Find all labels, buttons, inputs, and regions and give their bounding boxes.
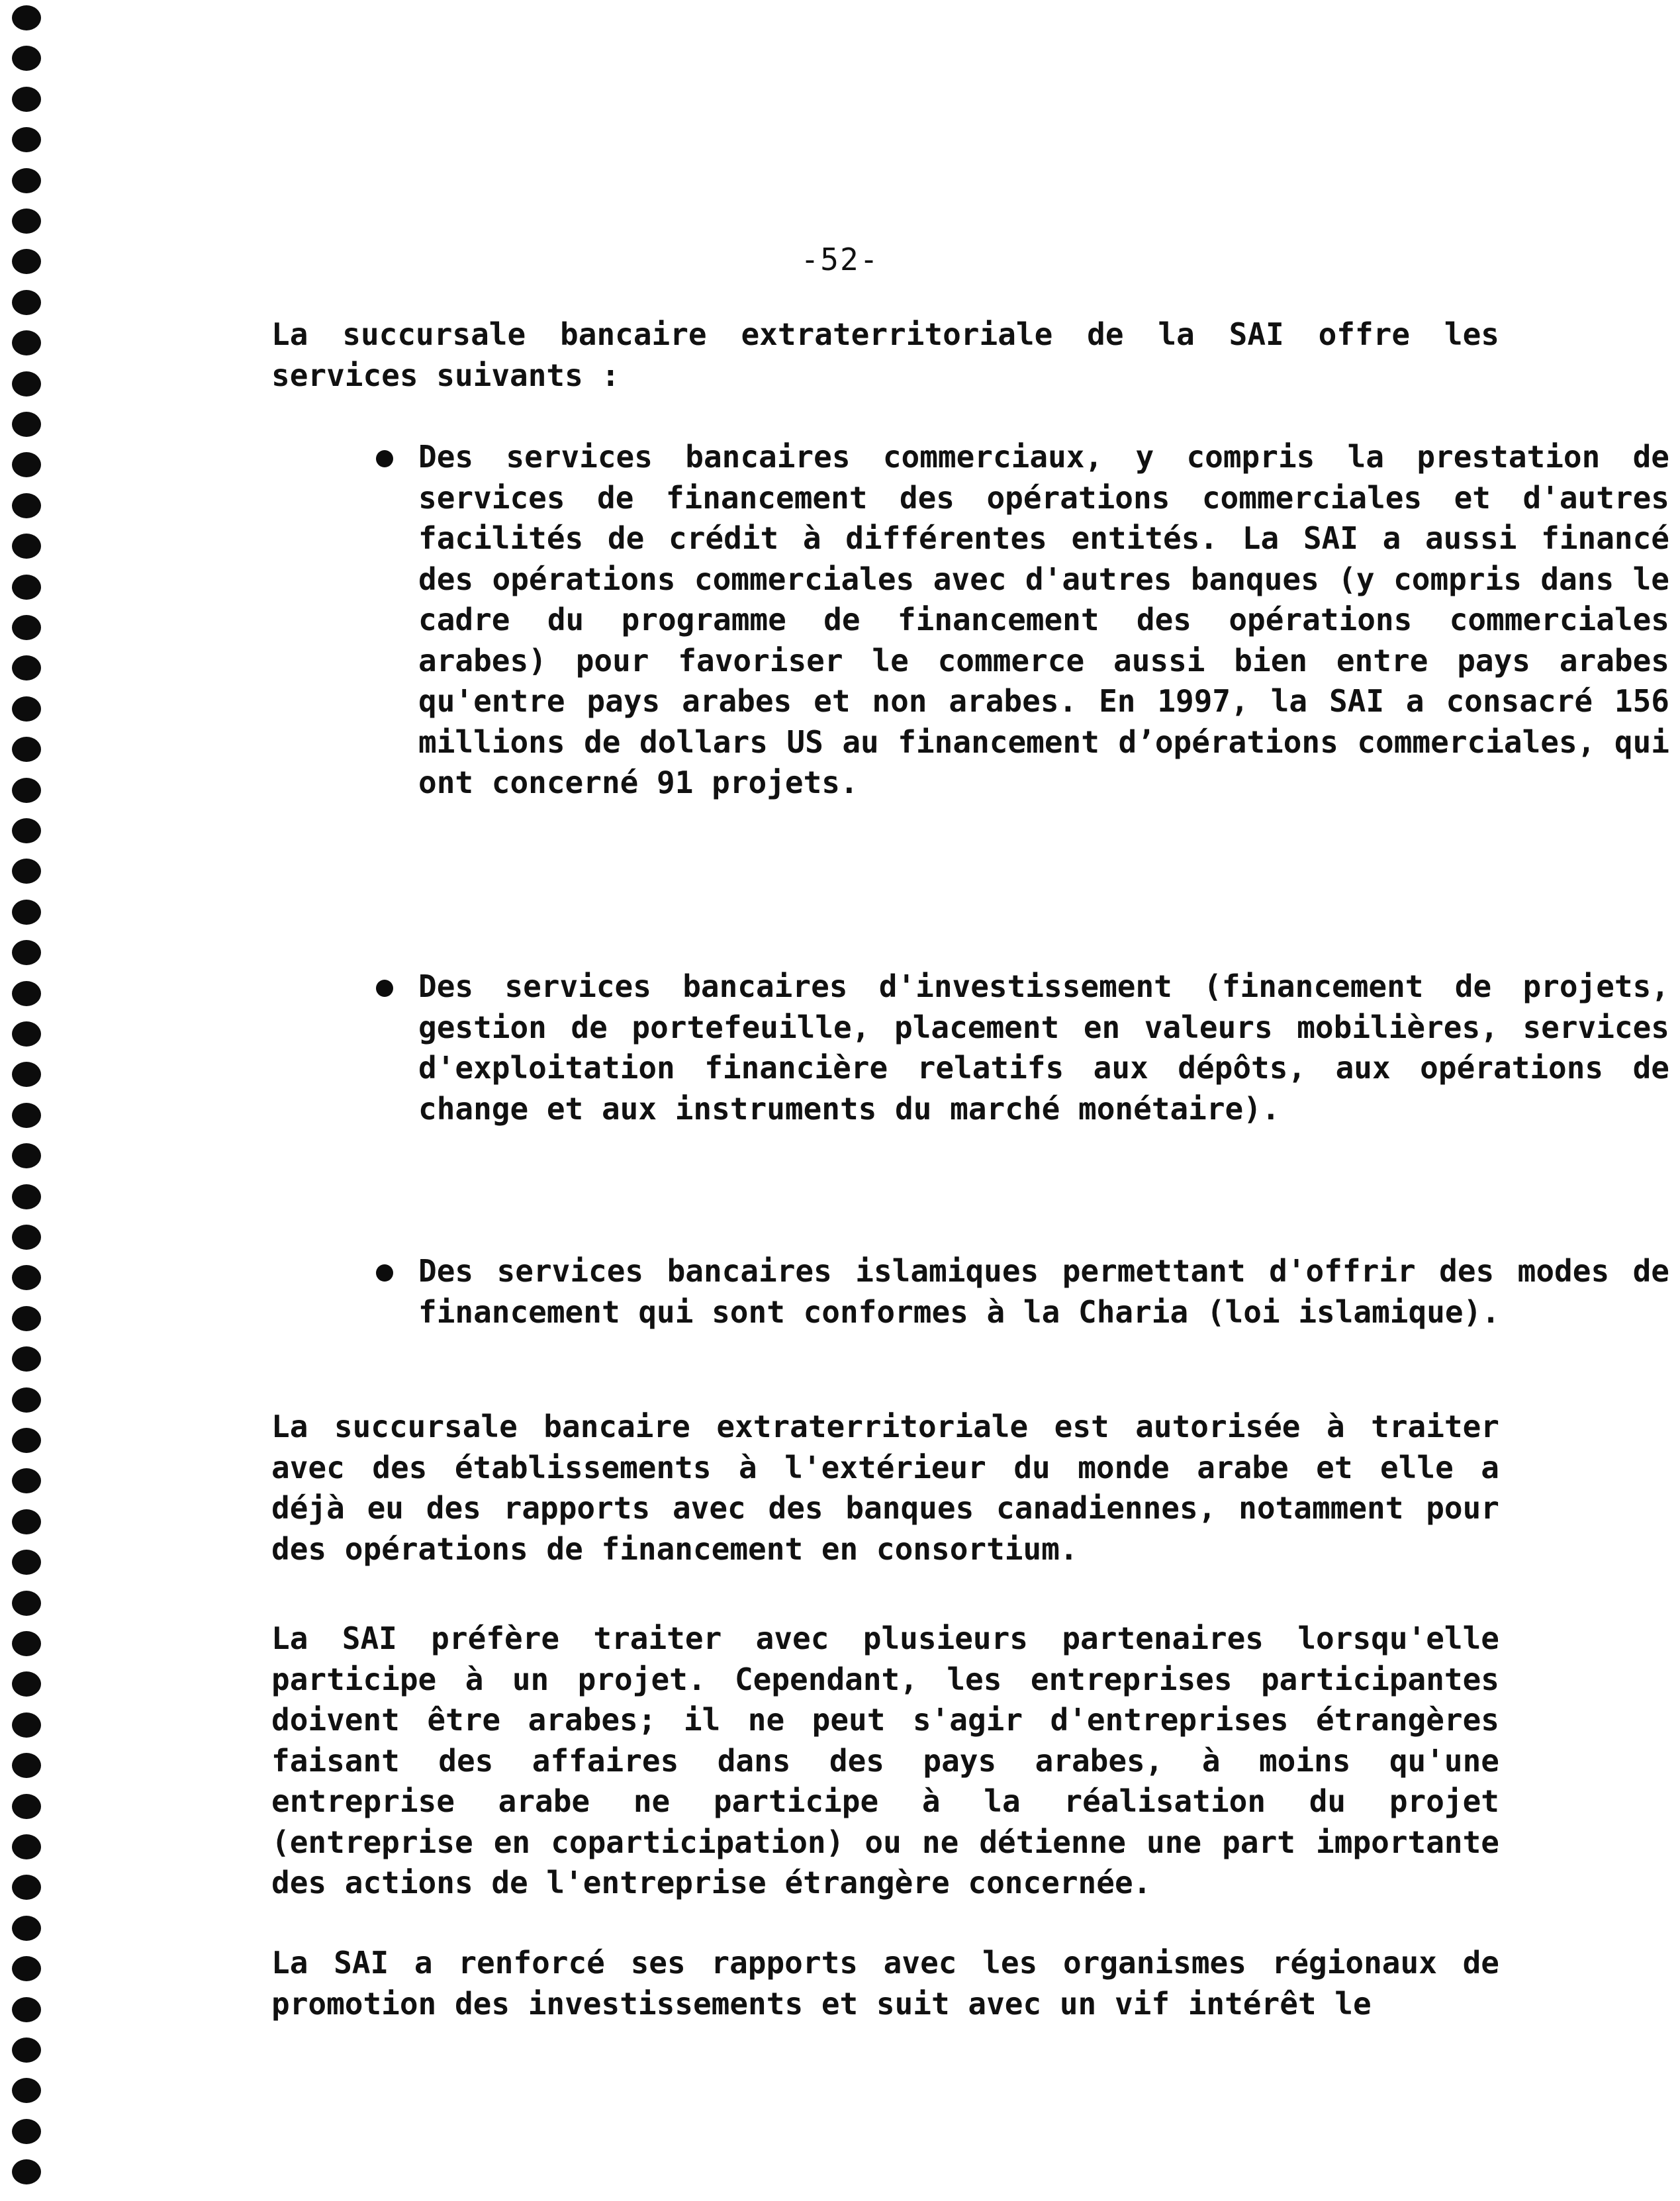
binding-hole-icon	[12, 655, 41, 680]
bullet-text: Des services bancaires commerciaux, y compris la prestation de services de financement des opérations commerciales et d'autres facilités de crédit à différentes entités. La SAI a aussi financé des opérations commerciales avec d'autres banques (y compris dans le cadre du programme de financement des opérations commerciales arabes) pour favoriser le commerce aussi bien entre pays arabes qu'entre pays arabes et non arabes. En 1997, la SAI a consacré 156 millions de dollars US au financement d’opérations commerciales, qui ont concerné 91 projets.	[418, 439, 1669, 800]
bullet-text: Des services bancaires islamiques permettant d'offrir des modes de financement qui sont conformes à la Charia (loi islamique).	[418, 1253, 1669, 1330]
binding-hole-icon	[12, 1062, 41, 1087]
binding-hole-icon	[12, 371, 41, 397]
binding-hole-icon	[12, 1265, 41, 1290]
binding-hole-icon	[12, 615, 41, 640]
binding-hole-icon	[12, 330, 41, 355]
binding-hole-icon	[12, 534, 41, 559]
binding-hole-icon	[12, 209, 41, 234]
binding-hole-icon	[12, 249, 41, 274]
bullet-text: Des services bancaires d'investissement (financement de projets, gestion de portefeuille, placement en valeurs mobilières, services d'exploitation financière relatifs aux dépôts, aux opérations de change et aux instruments du marché monétaire).	[418, 968, 1669, 1127]
binding-hole-icon	[12, 859, 41, 884]
binding-hole-icon	[12, 818, 41, 843]
binding-hole-icon	[12, 1103, 41, 1128]
binding-hole-icon	[12, 575, 41, 600]
binding-hole-icon	[12, 1956, 41, 1981]
binding-hole-icon	[12, 940, 41, 965]
binding-hole-icon	[12, 1671, 41, 1697]
body-paragraph: La SAI préfère traiter avec plusieurs partenaires lorsqu'elle participe à un projet. Cependant, les entreprises participantes doivent être arabes; il ne peut s'agir d'entreprises étrangères faisant des affaires dans des pays arabes, à moins qu'une entreprise arabe ne participe à la réalisation du projet (entreprise en coparticipation) ou ne détienne une part importante des actions de l'entreprise étrangère concernée.	[271, 1620, 1499, 1900]
binding-hole-icon	[12, 1550, 41, 1575]
binding-hole-icon	[12, 1591, 41, 1616]
body-paragraph: La SAI a renforcé ses rapports avec les organismes régionaux de promotion des investissements et suit avec un vif intérêt le	[271, 1945, 1499, 2022]
binding-hole-icon	[12, 1143, 41, 1168]
binding-hole-icon	[12, 737, 41, 762]
binding-hole-icon	[12, 87, 41, 112]
binding-hole-icon	[12, 1997, 41, 2022]
bullet-dot-icon	[376, 1264, 393, 1282]
binding-hole-icon	[12, 1712, 41, 1738]
binding-hole-icon	[12, 493, 41, 518]
binding-hole-icon	[12, 46, 41, 71]
binding-hole-icon	[12, 1834, 41, 1859]
binding-hole-icon	[12, 1225, 41, 1250]
binding-hole-icon	[12, 127, 41, 152]
binding-hole-icon	[12, 1021, 41, 1047]
binding-hole-icon	[12, 168, 41, 193]
binding-hole-icon	[12, 5, 41, 30]
binding-hole-icon	[12, 2037, 41, 2063]
binding-hole-icon	[12, 1509, 41, 1534]
binding-hole-icon	[12, 1875, 41, 1900]
binding-holes	[0, 0, 46, 2201]
page-number: -52-	[800, 242, 880, 277]
binding-hole-icon	[12, 2159, 41, 2184]
binding-hole-icon	[12, 1184, 41, 1209]
binding-hole-icon	[12, 290, 41, 315]
intro-paragraph: La succursale bancaire extraterritoriale de la SAI offre les services suivants :	[271, 316, 1499, 393]
binding-hole-icon	[12, 1306, 41, 1331]
binding-hole-icon	[12, 1428, 41, 1453]
binding-hole-icon	[12, 1387, 41, 1413]
binding-hole-icon	[12, 1753, 41, 1778]
bullet-dot-icon	[376, 450, 393, 467]
binding-hole-icon	[12, 981, 41, 1006]
binding-hole-icon	[12, 1916, 41, 1941]
binding-hole-icon	[12, 1794, 41, 1819]
binding-hole-icon	[12, 1346, 41, 1372]
binding-hole-icon	[12, 2078, 41, 2103]
binding-hole-icon	[12, 696, 41, 722]
binding-hole-icon	[12, 1631, 41, 1656]
binding-hole-icon	[12, 412, 41, 437]
binding-hole-icon	[12, 778, 41, 803]
binding-hole-icon	[12, 2119, 41, 2144]
binding-hole-icon	[12, 900, 41, 925]
body-paragraph: La succursale bancaire extraterritoriale est autorisée à traiter avec des établissements à l'extérieur du monde arabe et elle a déjà eu des rapports avec des banques canadiennes, notamment pour des opérations de financement en consortium.	[271, 1409, 1499, 1567]
bullet-dot-icon	[376, 980, 393, 997]
binding-hole-icon	[12, 1468, 41, 1493]
binding-hole-icon	[12, 452, 41, 477]
